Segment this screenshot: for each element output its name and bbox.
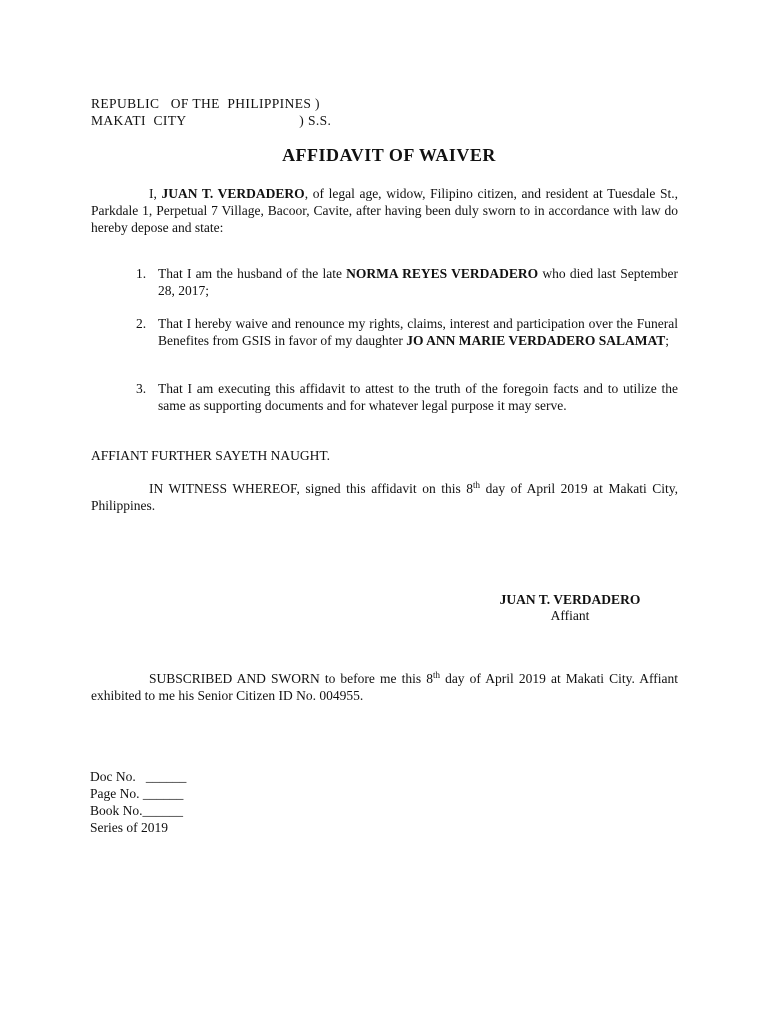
item-number: 1. xyxy=(136,266,147,281)
item-text: That I am executing this affidavit to attest to the truth of the foregoin facts and to utilize the same as supporting documents and for whatever legal purpose it may serve. xyxy=(158,381,678,413)
doc-no: Doc No. ______ xyxy=(90,769,187,784)
list-item xyxy=(136,266,678,299)
item-number: 3. xyxy=(136,381,147,396)
item-text: That I hereby waive and renounce my rights, claims, interest and participation over the Funeral Benefites from GSIS in favor of my daughter xyxy=(158,316,678,348)
subscribed-text: SUBSCRIBED AND SWORN to before me this 8 xyxy=(149,671,433,686)
item-text-end: who died last September 28, 2017; xyxy=(158,266,678,298)
witness-text: IN WITNESS WHEREOF, signed this affidavit on this 8 xyxy=(149,481,474,496)
item-bold-text: JO ANN MARIE VERDADERO SALAMAT xyxy=(406,332,666,348)
witness-day-suffix: th xyxy=(473,480,481,490)
venue-block xyxy=(91,95,331,129)
signature-role: Affiant xyxy=(550,608,590,623)
item-bold-text: NORMA REYES VERDADERO xyxy=(346,266,539,281)
intro-text: , of legal age, widow, Filipino citizen, and resident at Tuesdale St., Parkdale 1, Perpetual 7 Village, Bacoor, Cavite, after having been duly sworn to in accordance with law do hereby depose and state: xyxy=(91,186,678,235)
list-item xyxy=(136,316,678,349)
venue-line-republic: REPUBLIC OF THE PHILIPPINES ) xyxy=(91,96,320,111)
item-number: 2. xyxy=(136,316,147,331)
venue-line-city: MAKATI CITY ) S.S. xyxy=(91,113,332,128)
subscribed-paragraph xyxy=(91,670,678,704)
subscribed-day-suffix: th xyxy=(432,670,440,680)
book-no: Book No.______ xyxy=(90,803,184,818)
witness-paragraph xyxy=(91,480,678,514)
item-text-end: ; xyxy=(665,332,669,348)
signature-name: JUAN T. VERDADERO xyxy=(499,592,641,607)
witness-text-end: day of April 2019 at Makati City, Philippines. xyxy=(91,481,678,513)
intro-paragraph xyxy=(91,185,678,236)
document-title: AFFIDAVIT OF WAIVER xyxy=(282,145,496,165)
affiant-further-line: AFFIANT FURTHER SAYETH NAUGHT. xyxy=(91,448,330,463)
signature-block xyxy=(470,592,670,624)
intro-prefix: I, xyxy=(149,186,162,201)
subscribed-text-end: day of April 2019 at Makati City. Affiant exhibited to me his Senior Citizen ID No. 004955. xyxy=(91,671,678,703)
affiant-name: JUAN T. VERDADERO xyxy=(161,186,305,201)
series: Series of 2019 xyxy=(90,820,168,835)
list-item xyxy=(136,381,678,414)
item-text: That I am the husband of the late xyxy=(158,266,347,281)
page-no: Page No. ______ xyxy=(90,786,184,801)
notarial-details xyxy=(90,768,186,836)
